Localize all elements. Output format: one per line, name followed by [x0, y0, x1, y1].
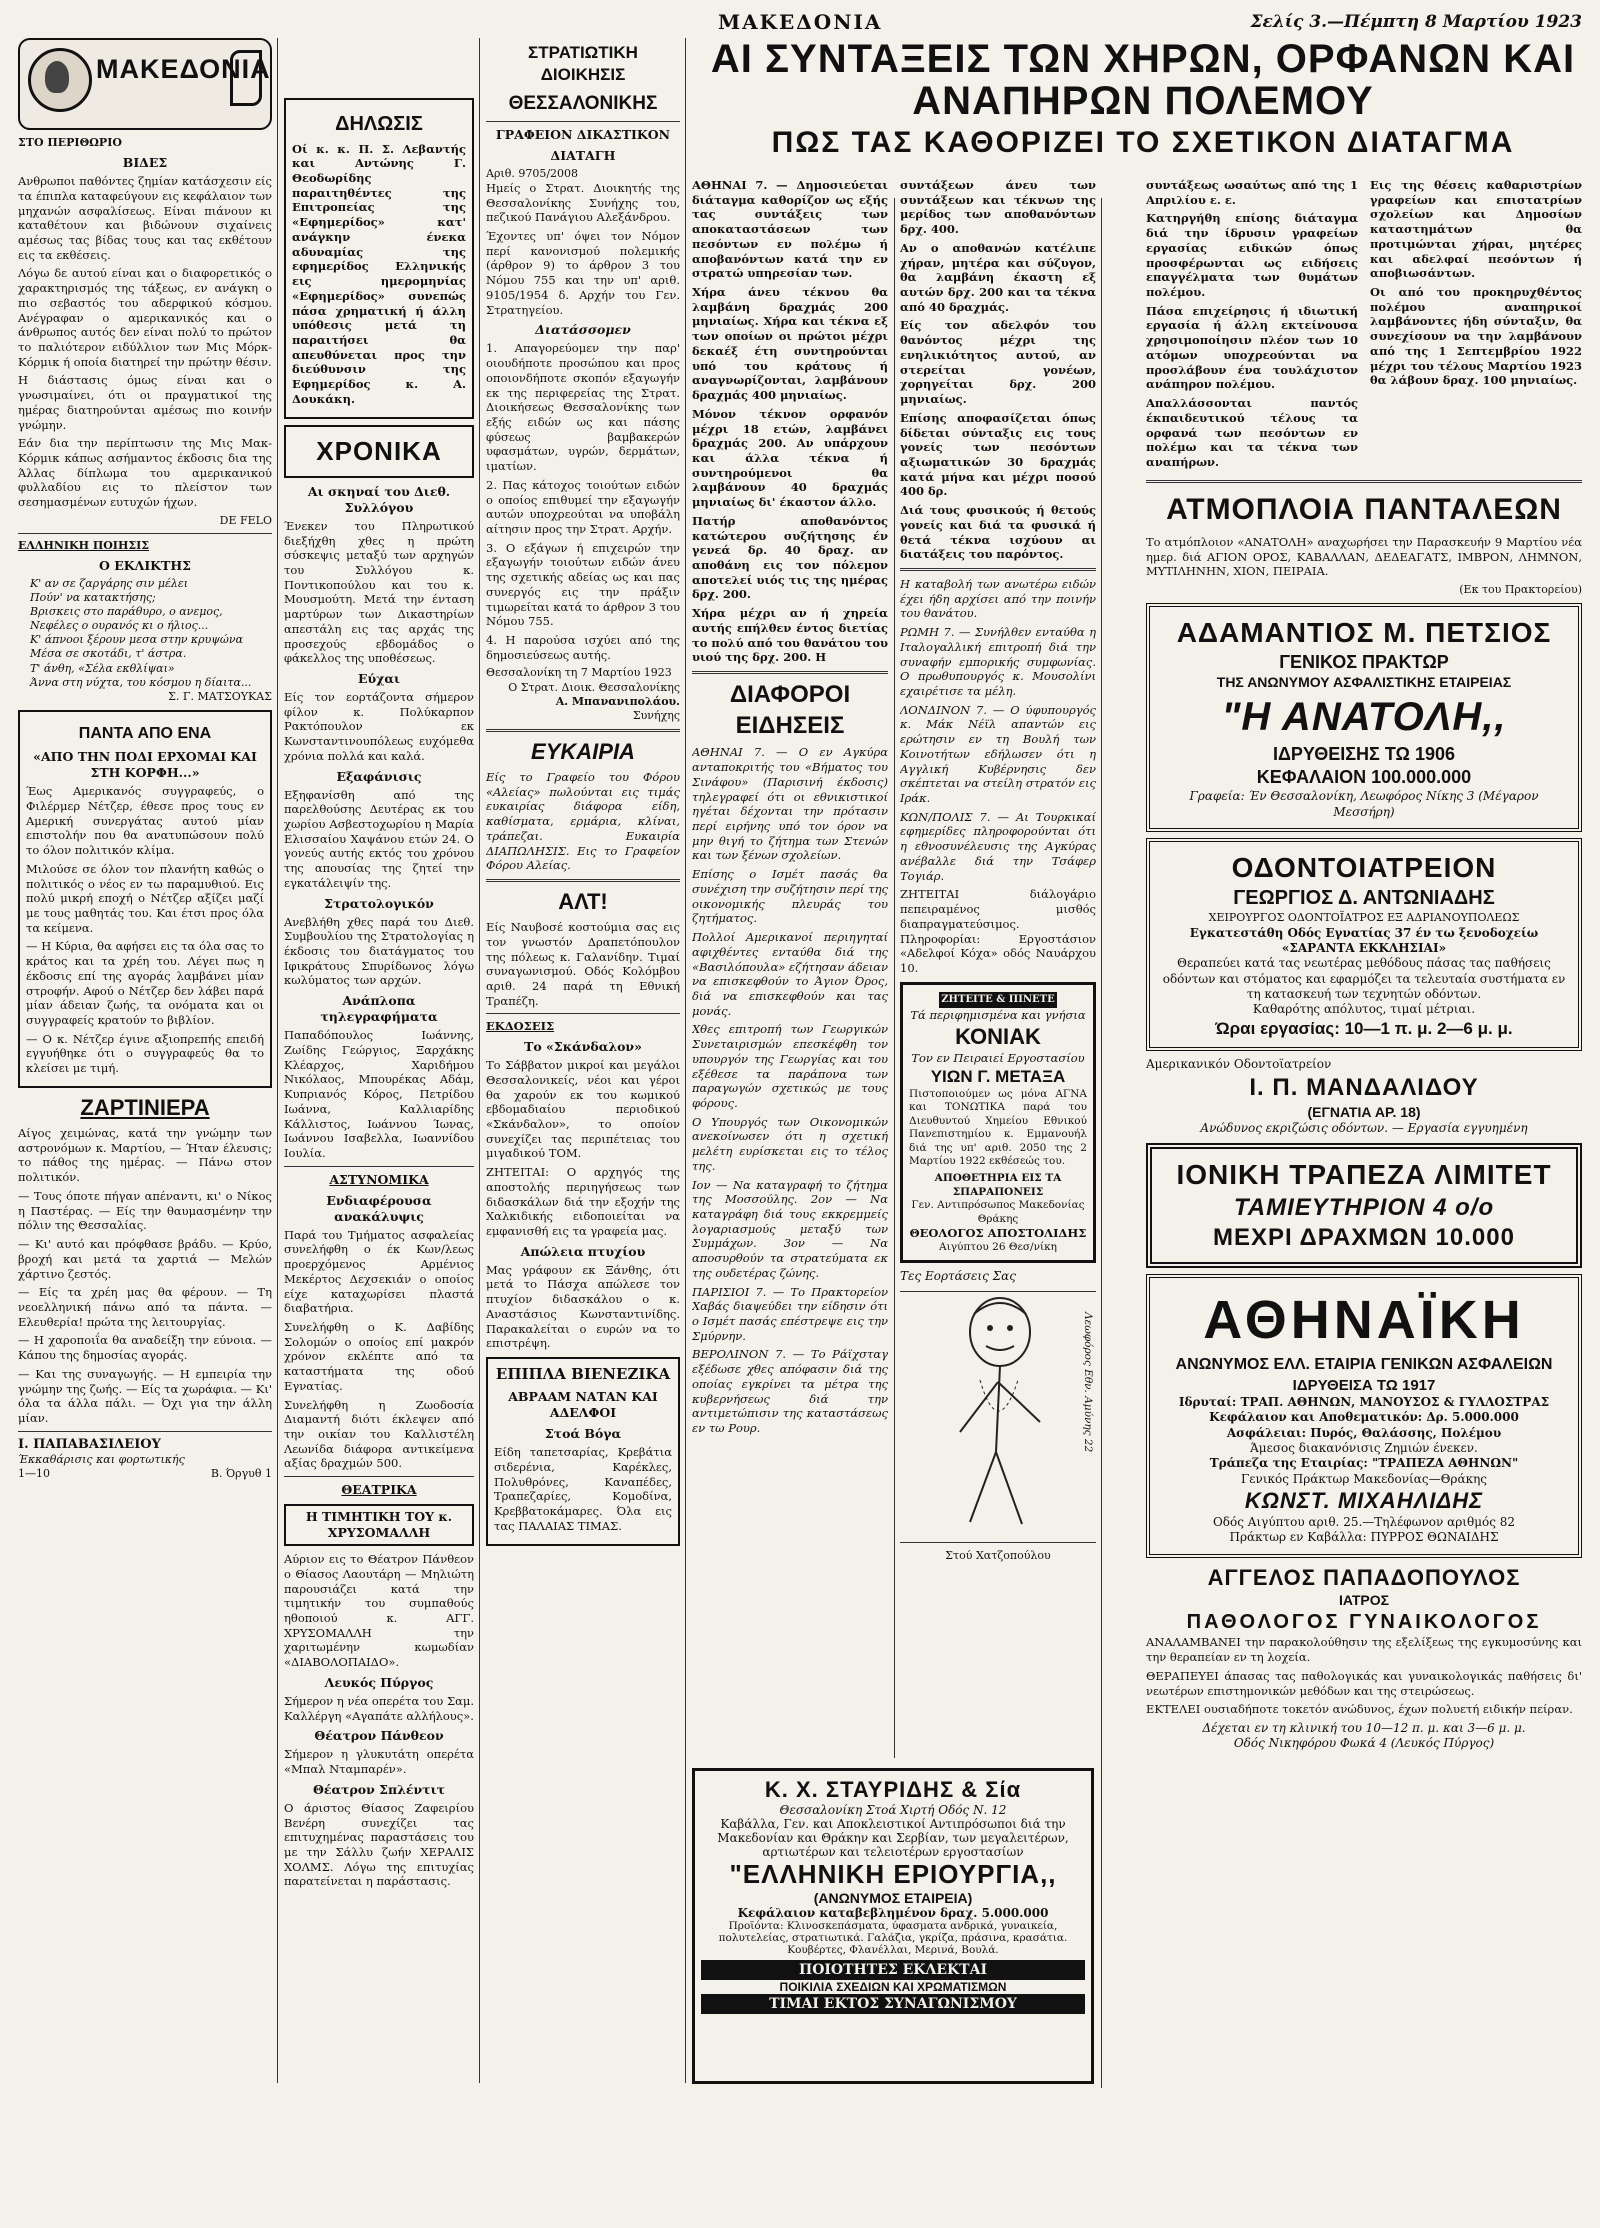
item-heading: Θέατρον Πάνθεον	[314, 1728, 444, 1744]
notice-text: Οί κ. κ. Π. Σ. Λεβαντής και Αντώνης Γ. Θεοδωρίδης παραιτηθέντες της Επιτροπείας της «Εφημερίδος» κατ' ανάγκην ένεκα αδυναμίας της εφημερίδος Ελληνικής εις ημερομηνίας «Εφημερίδος» συνεπώς πάσα χρηματική ή άλλη υπόθεσις μετά τη παραιτήσει θα απευθύνεται προς την διεύθυνσιν της Εφημερίδος κ. Α. Δουκάκη.	[292, 141, 466, 406]
article-paragraph: Χήρα άνευ τέκνου θα λαμβάνη δραχμάς 200 μηνιαίως. Χήρα και τέκνα εξ των οποίων οι πρώτοι μέχρι δεκαέξ έτη συντηρούνται υπό του κράτους ή αναγνωρίζονται, λαμβάνουν δραχμάς 400 μηνιαίως.	[692, 285, 888, 403]
poem-line: Τ' άνθη, «Σέλα εκθλίψαι»	[30, 661, 175, 675]
item-text: Παρά του Τμήματος ασφαλείας συνελήφθη ο έκ Κων/λεως προερχόμενος Αρμένιος Μεκέρτος Δεχσεκιάν ο οποίος είχε καταχωρίσει πλαστά διαβατήρια.	[284, 1227, 474, 1316]
ad-text: Καβάλλα, Γεν. και Αποκλειστικοί Αντιπρόσωποι διά την Μακεδονίαν και Θράκην και Σερβίαν, των μεγαλειτέρων, αρτιωτέρων και τελειοτέρων εργοστασίων	[717, 1817, 1069, 1859]
news-item: ΡΩΜΗ 7. — Συνήλθεν ενταύθα η Ιταλογαλλική επιτροπή διά την συναφήν εμπορικής συμφωνίας. Ο πρωθυπουργός κ. Μουσολίνι εχαιρέτισε τα μέλη.	[900, 625, 1096, 698]
divider	[692, 671, 888, 674]
notice-title: ΔΗΛΩΣΙΣ	[335, 113, 423, 135]
ad-line: Τά περιφημισμένα και γνήσια	[910, 1008, 1086, 1023]
scroll-ornament-icon	[230, 50, 262, 106]
ad-agent: ΘΕΟΛΟΓΟΣ ΑΠΟΣΤΟΛΙΔΗΣ	[909, 1226, 1087, 1241]
news-item: ΒΕΡΟΛΙΝΟΝ 7. — Το Ράϊχσταγ εξέδωσε χθες απόφασιν διά της οποίας εγκρίνει τα μέτρα της κυβερνήσεως διά την αντιμετώπισιν της καταστάσεως εν τω Ρουρ.	[692, 1347, 888, 1436]
column-3	[486, 38, 680, 2088]
feature-paragraph: — Η Κύρια, θα αφήσει εις τα όλα σας το κράτος και τα χρέη του. Λέγει πως η έκδοσις επί της αγοράς λαμβάνει μίαν στροφήν. Αφού ο Νέτζερ δεν λάβει παρά μίαν άδειαν ζωής, τα ονόματα και οι συγγραφείς κρατούν το βιβλίον.	[26, 939, 264, 1027]
masthead-title: ΜΑΚΕΔΟΝΙΑ	[96, 54, 271, 84]
feature-paragraph: — Ο κ. Νέτζερ έγινε αξιοπρεπής επειδή εγγυήθηκε ότι ο συγγραφεύς θα το κλείσει με τιμή.	[26, 1031, 264, 1076]
cartoon-side-text: Λεωφόρος Εθν. Αμύνης 22	[1082, 1311, 1094, 1452]
poem-line: Κ' αν σε ζαργάρης σιν μέλει	[30, 577, 189, 591]
notice-date: Θεσσαλονίκη τη 7 Μαρτίου 1923	[486, 666, 672, 680]
bank-offer: ΜΕΧΡΙ ΔΡΑΧΜΩΝ 10.000	[1213, 1224, 1515, 1252]
running-header	[18, 8, 1582, 34]
footer-subtitle: Έκκαθάρισις και φορτωτικής	[18, 1453, 185, 1467]
news-item: ΑΘΗΝΑΙ 7. — Ο εν Αγκύρα ανταποκριτής του «Βήματος του Σινάφου» (Παρισινή έκδοσις) τηλεγραφεί ότι οι εθνικιστικοί ηγέται δέχονται την πρότασιν περί ειρήνης υπό τον όρον να μην θιγή το ζήτημα των Στενών και των ξένων σχολείων.	[692, 745, 888, 863]
company-name: Κ. Χ. ΣΤΑΥΡΙΔΗΣ & Σία	[764, 1777, 1022, 1802]
article-paragraph: Οι από του προκηρυχθέντος πολέμου αναπηρικοί λαμβάνοντες ήδη σύνταξιν, θα συνεχίσουν να την λαμβάνουν από της 1 Σεπτεμβρίου 1922 μέχρι του τέλους Μαρτίου 1923 θα λάβουν δραχ. 100 μηνιαίως.	[1370, 285, 1582, 388]
item-text: Σήμερον η νέα οπερέτα του Σαμ. Καλλέργη «Αγαπάτε αλλήλους».	[284, 1693, 474, 1723]
ad-title: ΕΥΚΑΙΡΙΑ	[531, 738, 635, 764]
divider	[900, 568, 1096, 571]
insurance-ad	[1146, 603, 1582, 832]
article-paragraph: συντάξεως ωσαύτως από της 1 Απριλίου ε. ε.	[1146, 178, 1358, 207]
item-heading: Εύχαι	[357, 670, 401, 686]
notice-subhead: ΔΙΑΤΑΓΗ	[550, 147, 616, 163]
poem-line: Νεφέλες ο ουρανός κι ο ήλιος...	[30, 619, 209, 633]
agent-role: ΓΕΝΙΚΟΣ ΠΡΑΚΤΩΡ	[1279, 652, 1449, 673]
divider	[486, 1013, 680, 1014]
company-address: Θεσσαλονίκη Στοά Χιρτή Οδός Ν. 12	[779, 1803, 1007, 1817]
news-item: Ο Υπουργός των Οικονομικών ανεκοίνωσεν ότι η σχετική μελέτη ευρίσκεται εις το τέλος της.	[692, 1114, 888, 1173]
headline-line2: ΠΩΣ ΤΑΣ ΚΑΘΟΡΙΖΕΙ ΤΟ ΣΧΕΤΙΚΟΝ ΔΙΑΤΑΓΜΑ	[771, 126, 1515, 159]
item-text: Εξηφανίσθη από της παρελθούσης Δευτέρας εκ του χωρίου Ασβεστοχωρίου η Μαρία Ελισσαίου Χαψάνου ετών 24. Ο γονεύς αυτής εκτός του χρόνου της απουσίας της ζητεί την εγκατάλειψίν της.	[284, 787, 474, 890]
caricature-figure-icon	[900, 1292, 1096, 1542]
footer-name: Ι. ΠΑΠΑΒΑΣΙΛΕΙΟΥ	[18, 1436, 161, 1452]
poem-line: Άννα στη νύχτα, του κόσμου η δίαιτα...	[30, 675, 252, 689]
item-heading: Αι σκηναί του Διεθ. Συλλόγου	[307, 483, 451, 515]
divider	[284, 1166, 474, 1167]
news-item: ΚΩΝ/ΠΟΛΙΣ 7. — Αι Τουρκικαί εφημερίδες πληροφορούνται ότι η εθνοσυνέλευσις της Αγκύρας ανέβαλλε διά την Τσάφερ Τογιάρ.	[900, 809, 1096, 883]
item-heading: Το «Σκάνδαλον»	[524, 1039, 642, 1055]
cartoon	[900, 1291, 1096, 1543]
ad-line: Άμεσος διακανόνισις Ζημιών ένεκεν.	[1250, 1440, 1478, 1455]
lead-headline	[704, 38, 1582, 160]
news-item: Χθες επιτροπή των Γεωργικών Συνεταιρισμών επεσκέφθη τον υπουργόν της Γεωργίας και του εξέθεσε τα παράπονα των παραγωγών σχετικώς με τους φόρους.	[692, 1022, 888, 1110]
divider	[486, 121, 680, 122]
section-title: ΘΕΑΤΡΙΚΑ	[341, 1482, 417, 1498]
cartoon-caption: Τες Εορτάσεις Σας	[900, 1269, 1016, 1284]
issue-date: Σελίς 3.—Πέμπτη 8 Μαρτίου 1923	[1250, 12, 1582, 32]
ad-line: Τράπεζα της Εταιρίας: "ΤΡΑΠΕΖΑ ΑΘΗΝΩΝ"	[1209, 1456, 1519, 1471]
notice-text: Έχοντες υπ' όψει τον Νόμον περί κανονισμού πολεμικής (άρθρον 9) το άρθρον 3 του Νόμου 755 και την υπ' αριθ. 9105/1954 δ. Αρχήν του Γεν. Στρατηγείου.	[486, 229, 680, 317]
article-paragraph: Αν ο αποθανών κατέλιπε χήραν, μητέρα και σύζυγον, θα λαμβάνη έκαστη εξ αυτών δρχ. 200 και τα τέκνα από 40 δραχμάς.	[900, 240, 1096, 314]
ad-line: Γεν. Αντιπρόσωπος Μακεδονίας Θράκης	[911, 1199, 1085, 1225]
dentist-address: (ΕΓΝΑΤΙΑ ΑΡ. 18)	[1307, 1103, 1421, 1120]
doctor-text: ΘΕΡΑΠΕΥΕΙ άπασας τας παθολογικάς και γυναικολογικάς παθήσεις δι' νεωτέρων επιστημονικών μεθόδων και της στειρώσεως.	[1146, 1668, 1582, 1698]
dentist-text: Καθαρότης απόλυτος, τιμαί μέτριαι.	[1252, 1002, 1476, 1017]
article-paragraph: Ανθρωποι παθόντες ζημίαν κατάσχεσιν είς τα έπιπλα καταφεύγουν εις κεφάλαιον των μηχανών ασφαλίσεως. Είναι πιάνουν κι καταθέτουν και βιδώνουν σιχαίνεις αμέσως τας βίδας τους και τας εκθέτουν εις τα εκθέσεις.	[18, 174, 272, 262]
poem-line: Μέσα σε σκοτάδι, τ' άστρα.	[30, 647, 187, 661]
ad-text: Είδη ταπετσαρίας, Κρεβάτια σιδερένια, Καρέκλες, Πολυθρόνες, Καναπέδες, Τραπεζαρίες, Κομοδίνα, Κρεββατοκάμαρες. Όλα εις τας ΠΑΛΑΙΑΣ ΤΙΜΑΣ.	[494, 1445, 672, 1533]
ad-line: Ανώδυνος εκριζώσις οδόντων. — Εργασία εγγυημένη	[1200, 1121, 1528, 1136]
poem-signature: Σ. Γ. ΜΑΤΣΟΥΚΑΣ	[168, 689, 272, 703]
company-founded: ΙΔΡΥΘΕΙΣΑ ΤΩ 1917	[1292, 1376, 1436, 1394]
notice-text: Ημείς ο Στρατ. Διοικητής της Θεσσαλονίκης Συνήχης του, πεζικού Πανάγιου Αλεξάνδρου.	[486, 180, 680, 225]
article-paragraph: Χήρα μέχρι αν ή χηρεία αυτής επήλθεν έντος διετίας το πολύ από του θανάτου του υιού της δρχ. 200. Η	[692, 606, 888, 665]
article-signature: DE FELO	[219, 513, 272, 527]
column-paragraph: — Η χαροποιΐα θα αναδείξη την εύνοια. — Κάπου της δημοσίας αγοράς.	[18, 1333, 272, 1363]
ad-line: Γενικός Πράκτωρ Μακεδονίας—Θράκης	[1240, 1471, 1487, 1486]
column-rule	[894, 198, 895, 1758]
notice-text: 3. Ο εξάγων ή επιχειρών την εξαγωγήν τοιούτων ειδών άνευ της σχετικής αδείας ως και πας συνεργός εις την πράξιν τιμωρείται κατά το άρθρον 3 του Νόμου 755.	[486, 540, 680, 629]
agent-name: ΑΔΑΜΑΝΤΙΟΣ Μ. ΠΕΤΣΙΟΣ	[1176, 617, 1552, 649]
section-title: ΕΚΔΟΣΕΙΣ	[486, 1019, 555, 1034]
feature-subtitle: «ΑΠΟ ΤΗΝ ΠΟΔΙ ΕΡΧΟΜΑΙ ΚΑΙ ΣΤΗ ΚΟΡΦΗ...»	[33, 749, 257, 781]
pension-col-b	[1370, 178, 1582, 474]
section-title: ΔΙΑΦΟΡΟΙ ΕΙΔΗΣΕΙΣ	[729, 681, 851, 739]
emblem-icon	[28, 48, 92, 112]
column-paragraph: Αίγος χειμώνας, κατά την γνώμην των αστρονόμων κ. Μαρτίου, — Ήταν έλευσις; το πάθος της ημέρας. — Πάνω στον πολιτικόν.	[18, 1126, 272, 1185]
metaxa-ad	[900, 982, 1096, 1264]
ad-text: Είς το Γραφείο του Φόρου «Αλείας» πωλούνται εις τιμάς ευκαιρίας διάφορα είδη, καθίσματα, ερμάρια, κλίναι, τράπεζαι. Ευκαιρία ΔΙΑΠΩΛΗΣΙΣ. Εις το Γραφείον Φόρου Αλείας.	[486, 769, 680, 873]
bank-offer: ΤΑΜΙΕΥΤΗΡΙΟΝ 4 ο/ο	[1233, 1193, 1495, 1221]
column-paragraph: — Είς τα χρέη μας θα φέρουν. — Τη νεοελληνική πάνω από τα πάντα. — Ελευθερία! πρώτα της λειτουργίας.	[18, 1285, 272, 1329]
divider	[284, 1476, 474, 1477]
column-4	[692, 178, 888, 1758]
masthead	[18, 38, 272, 130]
ad-product: ΚΟΝΙΑΚ	[955, 1024, 1041, 1050]
ad-title: ΟΔΟΝΤΟΙΑΤΡΕΙΟΝ	[1231, 852, 1497, 884]
doctor-name: ΑΓΓΕΛΟΣ ΠΑΠΑΔΟΠΟΥΛΟΣ	[1207, 1564, 1521, 1590]
poem-line: Βρισκεις στο παράθυρο, ο ανεμος,	[30, 605, 223, 619]
ad-brand: ΥΙΩΝ Γ. ΜΕΤΑΞΑ	[930, 1067, 1066, 1087]
ad-footer: ΠΟΙΟΤΗΤΕΣ ΕΚΛΕΚΤΑΙ	[701, 1960, 1085, 1980]
company-capital: ΚΕΦΑΛΑΙΟΝ 100.000.000	[1256, 767, 1472, 788]
column-5	[900, 178, 1096, 1758]
company-name: ΑΘΗΝΑΪΚΗ	[1203, 1290, 1525, 1351]
article-paragraph: Λόγω δε αυτού είναι και ο διαφορετικός ο χαρακτηρισμός της τάξεως, εν ανάγκη ο πιο σεβαστός του αδερφικού κόσμου. Ανέγραφαν ο αμερικανικός και ο άνθρωπος αυτός δεν είναι πολύ το πρώτον το παλιότερον ειδύλλιον των Μις Μόρκ-Κόρμικ ή οποία διατηρεί την πρώτην θέσιν.	[18, 266, 272, 369]
dentist-ad	[1146, 838, 1582, 1051]
company-name: "Η ΑΝΑΤΟΛΗ,,	[1221, 695, 1507, 740]
article-paragraph: Απαλλάσσονται παντός έκπαιδευτικού τέλους τα ορφανά των πεσόντων εν πολέμω και τα τέκνα των αναπήρων.	[1146, 396, 1358, 469]
item-heading: Θέατρον Σπλέντιτ	[312, 1781, 446, 1797]
item-heading: Στρατολογικόν	[324, 895, 434, 911]
item-heading: Ενδιαφέρουσα ανακάλυψις	[326, 1192, 432, 1224]
article-paragraph: Εάν δια την περίπτωσιν της Μις Μακ-Κόρμικ κάπως ασήμαντος έκδοσις δια της Άλλας δίπλωμα του αμερικανικού φυλλαδίου εις το πλείστον των σεσημασμένων ευτυχών ήχων.	[18, 436, 272, 510]
column-rule	[1101, 198, 1102, 2088]
ad-address: Αιγύπτου 26 Θεσ/νίκη	[939, 1240, 1057, 1253]
notice-box	[284, 98, 474, 419]
item-text: Ένεκεν του Πληρωτικού διεξήχθη χθες η πρώτη σύσκεψις μεταξύ των αρχηγών του Συλλόγου κ. Ποντικοπούλου και του κ. Μουσμούτη. Μετά την ένταση μαρτύρων των Δικαστηρίων απεστάλη εις τας αρχάς της προσεχούς εβδομάδος ο φάκελλος της υποθέσεως.	[284, 518, 474, 666]
ad-line: ΑΠΟΘΕΤΗΡΙΑ ΕΙΣ ΤΑ ΣΠΑΡΑΠΟΝΕΙΣ	[934, 1172, 1062, 1198]
notice-head: ΘΕΣΣΑΛΟΝΙΚΗΣ	[508, 92, 658, 114]
item-text: Συνελήφθη ο Κ. Δαβίδης Σολομών ο οποίος επί μακρόν χρόνον εκλέπτε από τα καταστήματα της οδού Εγνατίας.	[284, 1319, 474, 1393]
doctor-role: ΙΑΤΡΟΣ	[1338, 1591, 1390, 1608]
section-label: ΣΤΟ ΠΕΡΙΘΩΡΙΟ	[18, 136, 122, 149]
article-paragraph: Είς τον αδελφόν του θανόντος μέχρι της ενηλικιότητος αυτού, αν στερείται γονέων, χορηγείται δρχ. 200 μηνιαίως.	[900, 318, 1096, 407]
dentist-name: ΓΕΩΡΓΙΟΣ Δ. ΑΝΤΩΝΙΑΔΗΣ	[1233, 886, 1495, 909]
dentist-text: Θεραπεύει κατά τας νεωτέρας μεθόδους πάσας τας παθήσεις οδόντων και στόματος και εφαρμόζει τα τελευταία συστήματα εν τη κατασκευή των τεχνητών οδόντων.	[1162, 956, 1566, 1001]
notice-text: 2. Πας κάτοχος τοιούτων ειδών ο οποίος επιθυμεί την εξαγωγήν αυτών υποχρεούται να υποβάλη αίτησιν προς την Στρατ. Αρχήν.	[486, 477, 680, 536]
ad-subtitle: Στοά Βόγα	[544, 1426, 622, 1442]
column-rule	[479, 38, 480, 2083]
divider	[18, 533, 272, 534]
ad-footer: ΠΟΙΚΙΛΙΑ ΣΧΕΔΙΩΝ ΚΑΙ ΧΡΩΜΑΤΙΣΜΩΝ	[779, 1980, 1007, 1994]
ad-line: Ασφάλειαι: Πυρός, Θαλάσσης, Πολέμου	[1226, 1425, 1502, 1440]
article-paragraph: Κατηργήθη επίσης διάταγμα διά την ίδρυσιν γραφείων εργασίας ειδικών όπως προσφέρωνται ως ειδήσεις επαγγέλματα των θυμάτων πολέμου.	[1146, 211, 1358, 300]
notice-signature: Συνήχης	[632, 708, 680, 722]
notice-subhead: Διατάσσομεν	[535, 322, 631, 338]
ad-title: ΑΛΤ!	[558, 888, 608, 914]
news-item: ΛΟΝΔΙΝΟΝ 7. — Ο ύφυπουργός κ. Μάκ Νέϊλ απαντών εις ερώτησιν εν τη Βουλή των Κοινοτήτων εδήλωσεν ότι η Αγγλική Κυβέρνησις δεν σκέπτεται να στείλη στρατόν εις Ιράκ.	[900, 702, 1096, 806]
company-founded: ΙΔΡΥΘΕΙΣΗΣ ΤΩ 1906	[1272, 744, 1456, 765]
section-title: ΧΡΟΝΙΚΑ	[316, 435, 442, 466]
column-2	[284, 38, 474, 2088]
item-heading: Εξαφάνισις	[336, 768, 422, 784]
dentist-role: ΧΕΙΡΟΥΡΓΟΣ ΟΔΟΝΤΟΪΑΤΡΟΣ ΕΞ ΑΔΡΙΑΝΟΥΠΟΛΕΩΣ	[1208, 911, 1520, 925]
agent-name: ΚΩΝΣΤ. ΜΙΧΑΗΛΙΔΗΣ	[1244, 1487, 1484, 1513]
pension-col-a	[1146, 178, 1358, 474]
article-paragraph: Διά τους φυσικούς ή θετούς γονείς και διά τα φυσικά ή θετά τέκνα ισχύουν αι διατάξεις του παρόντος.	[900, 503, 1096, 562]
footer-number: 1—10	[18, 1467, 50, 1481]
brand-sub: (ΑΝΩΝΥΜΟΣ ΕΤΑΙΡΕΙΑ)	[813, 1890, 973, 1906]
notice-head: ΣΤΡΑΤΙΩΤΙΚΗ ΔΙΟΙΚΗΣΙΣ	[528, 43, 638, 84]
doctor-text: ΕΚΤΕΛΕΙ ουσιαδήποτε τοκετόν ανώδυνος, έχων πολυετή ειδικήν πείραν.	[1146, 1702, 1573, 1717]
item-text: Αύριον εις το Θέατρον Πάνθεον ο Θίασος Λαουτάρη — Μηλιώτη παρουσιάζει κατά την τιμητικήν του συμπαθούς ηθοποιού κ. ΑΓΓ. ΧΡΥΣΟΜΑΛΛΗ την χαριτωμένην κωμωδίαν «ΔΙΑΒΟΛΟΠΑΙΔΟ».	[284, 1552, 474, 1670]
article-paragraph: Η διάστασις όμως είναι και ο γνωσιμαίνει, ότι οι πραγματικοί της ημέρας διατηρούνται αμέσως πιο κοινήν γνώμην.	[18, 373, 272, 432]
ad-text: Είς Ναυβοσέ κοστούμια σας εις τον γνωστόν Δραπετόπουλον της πόλεως κ. Γαλανίδην. Τιμαί συναγωνισμού. Οδός Κολόμβου αριθ. 24 παρά τη Εθνική Τραπέζη.	[486, 920, 680, 1008]
article-title: ΒΙΔΕΣ	[122, 155, 168, 171]
item-text: Μας γράφουν εκ Ξάνθης, ότι μετά το Πάσχα απώλεσε τον πτυχίον διδασκάλου ο κ. Αναστάσιος Κωνσταντινίδης. Παρακαλείται ο ευρών να το επιστρέψη.	[486, 1262, 680, 1351]
ad-line: Οδός Αιγύπτου αριθ. 25.—Τηλέφωνον αριθμός 82	[1212, 1515, 1516, 1530]
classified-ad: ΖΗΤΕΙΤΑΙ διάλογάριο πεπειραμένος μισθός διαπραγματεύσιμος. Πληροφορίαι: Εργοστάσιον «Αδελφοί Κόχα» οδός Ναυάρχου 10.	[900, 887, 1096, 975]
item-text: Είς τον εορτάζοντα σήμερον φίλον κ. Πολύκαρπον Ρακτόπουλον εκ Κωνσταντινουπόλεως ευχόμεθα χρόνια πολλά και καλά.	[284, 689, 474, 763]
notice-text: 4. Η παρούσα ισχύει από της δημοσιεύσεως αυτής.	[486, 633, 680, 662]
ad-text: Πιστοποιούμεν ως μόνα ΑΓΝΑ και ΤΟΝΩΤΙΚΑ παρά του Διευθυντού Χημείου Εθνικού Πανεπιστημίου κ. Εμμανουήλ διά της υπ' αριθ. 2050 της 2 Μαρτίου 1922 εκθέσεώς του.	[909, 1087, 1087, 1167]
article-paragraph: συντάξεων άνευ των συντάξεων και τέκνων της μερίδος των αποθανόντων δρχ. 400.	[900, 178, 1096, 237]
doctor-text: ΑΝΑΛΑΜΒΑΝΕΙ την παρακολούθησιν της εξελίξεως της εγκυμοσύνης και την θεραπείαν εν τη λοχεία.	[1146, 1635, 1582, 1665]
divider	[18, 1431, 272, 1432]
poem-line: Κ' άπνοοι ξέρουν μεσα στην κρυψώνα	[30, 633, 243, 647]
article-paragraph: Πάσα επιχείρησις ή ιδιωτική εργασία ή άλλη εκτείνουσα χρησιμοποίησιν πλέον των 10 ατόμων υποχρεούνται να προσλάβουν ένα τουλάχιστον ανάπηρον πολέμου.	[1146, 303, 1358, 392]
news-item: ΠΑΡΙΣΙΟΙ 7. — Το Πρακτορείον Χαβάς διαψεύδει την είδησιν ότι ο Ισμέτ πασάς επέστρεψε εις την Σμύρνην.	[692, 1284, 888, 1343]
doctor-specialty: ΠΑΘΟΛΟΓΟΣ ΓΥΝΑΙΚΟΛΟΓΟΣ	[1186, 1610, 1542, 1633]
article-paragraph: Επίσης αποφασίζεται όπως δίδεται σύνταξις εις τους γονείς των πεσόντων αξιωματικών 30 δραχμάς κατά μήνα και μέχρι ποσού 400 δρ.	[900, 410, 1096, 499]
column-rule	[277, 38, 278, 2083]
ad-line: Κεφάλαιον και Αποθεματικόν: Δρ. 5.000.000	[1209, 1410, 1519, 1425]
section-header-box	[284, 425, 474, 478]
column-paragraph: — Τους όποτε πήγαν απέναντι, κι' ο Νίκος η Παστέρας. — Είς την θαυμασμένην την πόλιν της Θεσσαλίας.	[18, 1188, 272, 1233]
divider	[1146, 480, 1582, 483]
theatre-heading: Η ΤΙΜΗΤΙΚΗ ΤΟΥ κ. ΧΡΥΣΟΜΑΛΛΗ	[305, 1509, 453, 1541]
news-item: Επίσης ο Ισμέτ πασάς θα συνέχιση την συζήτησιν περί της οικονομικής πλευράς του ζητήματος.	[692, 867, 888, 926]
footer-row	[18, 1467, 272, 1481]
notice-signature: Α. Μπανανιπολάου.	[555, 694, 680, 708]
feature-title: ΠΑΝΤΑ ΑΠΟ ΕΝΑ	[78, 724, 212, 742]
feature-box	[18, 710, 272, 1088]
dentist-name: Ι. Π. ΜΑΝΔΑΛΙΔΟΥ	[1249, 1073, 1479, 1101]
bank-name: ΙΟΝΙΚΗ ΤΡΑΠΕΖΑ ΛΙΜΙΤΕΤ	[1176, 1158, 1552, 1190]
news-item: Πολλοί Αμερικανοί περιηγηταί αφιχθέντες ενταύθα διά της «Βασιλόπουλα» εζήτησαν άδειαν να επισκεφθούν το Άγιον Όρος, διά να επισκεφθούν και τας μονάς.	[692, 930, 888, 1018]
ad-title: ΑΤΜΟΠΛΟΙΑ ΠΑΝΤΑΛΕΩΝ	[1166, 492, 1562, 526]
agent-company-label: ΤΗΣ ΑΝΩΝΥΜΟΥ ΑΣΦΑΛΙΣΤΙΚΗΣ ΕΤΑΙΡΕΙΑΣ	[1216, 674, 1512, 691]
ad-subtitle: ΑΒΡΑΑΜ ΝΑΤΑΝ ΚΑΙ ΑΔΕΛΦΟΙ	[508, 1389, 658, 1421]
bank-ad	[1146, 1143, 1582, 1268]
ad-line: Αμερικανικόν Οδοντοϊατρείον	[1146, 1057, 1332, 1072]
doctor-address: Οδός Νικηφόρου Φωκά 4 (Λευκός Πύργος)	[1233, 1736, 1495, 1751]
company-address: Γραφεία: Έν Θεσσαλονίκη, Λεωφόρος Νίκης 3 (Μέγαρον Μεσσήρη)	[1189, 789, 1539, 819]
article-paragraph: Εις της θέσεις καθαριστρίων γραφείων και επιστατρίων σχολείων και Δημοσίων καταστημάτων θα προτιμώνται χήραι, μητέρες και αδελφαί πεσόντων ή αποβιωσάντων.	[1370, 178, 1582, 281]
feature-paragraph: Μιλούσε σε όλον τον πλανήτη καθώς ο πολιτικός ο νέος εν τω παραμυθιού. Εις πολύ μικρή εποχή ο Νέτζερ αξίζει μαζί με τους μαθητάς του. Και έτσι προς όλα τα κείμενα.	[26, 861, 264, 935]
poem-line: Πούν' να κατακτήσης;	[30, 591, 156, 605]
notice-signature: Ο Στρατ. Διοικ. Θεσσαλονίκης	[508, 680, 680, 694]
column-title: ΖΑΡΤΙΝΙΕΡΑ	[80, 1094, 210, 1120]
notice-ref: Αριθ. 9705/2008	[486, 166, 579, 180]
ad-title: ΕΠΙΠΛΑ ΒΙΕΝΕΖΙΚΑ	[495, 1365, 671, 1384]
divider	[486, 879, 680, 882]
insurance-ad-athinaiki	[1146, 1274, 1582, 1558]
footer-address: Β. Όργυθ 1	[210, 1467, 272, 1481]
item-text: Ανεβλήθη χθες παρά του Διεθ. Συμβουλίου της Στρατολογίας η έκδοσις του διατάγματος του Ιφικράτους Σπυρίδωνος λόγω κωλύματος των αρχών.	[284, 914, 474, 988]
item-text: Ο άριστος Θίασος Ζαφειρίου Βενέρη συνεχίζει τας επιτυχημένας παραστάσεις του με την Σάλλυ ζωήν ΧΕΡΑΛΙΣ ΧΟΛΜΣ. Λόγω της επιτυχίας παρατείνεται η παράστασις.	[284, 1800, 474, 1889]
news-item: Ιον — Να καταγραφή το ζήτημα της Μοσσούλης. 2ον — Να καταγράφη διά τους εκκρεμμείς λογαριασμούς μεταξύ των Συμμάχων. 3ον — Να αποσυρθούν τα στρατεύματα εκ της ουδετέρας ζώνης.	[692, 1177, 888, 1280]
brand-capital: Κεφάλαιον καταβεβλημένον δραχ. 5.000.000	[737, 1906, 1049, 1920]
item-text: Συνελήφθη η Ζωοδοσία Διαμαντή διότι έκλεψεν από την οικίαν του Καλλιστέλη Λεωνίδα διάφορα αντικείμενα αξίας δραχμών 500.	[284, 1397, 474, 1471]
feature-paragraph: Έως Αμερικανός συγγραφεύς, ο Φιλέρμερ Νέτζερ, έθεσε προς τους εν Αμερική συνεργάτας αυτού μίαν επιστολήν που θα ανατυπώσουν πολύ το όλον πολιτικόν κλίμα.	[26, 784, 264, 858]
brand-products: Προϊόντα: Κλινοσκεπάσματα, ύφασματα ανδρικά, γυναικεία, πολυτελείας, στρατιωτικά. Γαλάζια, γκρίζα, πράσινα, κρασάτια. Κουβέρτες, Φλανέλλαι, Μερινά, Βουλά.	[718, 1920, 1068, 1956]
dentist-address: Εγκατεστάθη Οδός Εγνατίας 37 έν τω ξενοδοχείω «ΣΑΡΑΝΤΑ ΕΚΚΛΗΣΙΑΙ»	[1189, 925, 1539, 955]
section-title: ΑΣΤΥΝΟΜΙΚΑ	[329, 1171, 429, 1187]
doctor-hours: Δέχεται εν τη κλινική του 10—12 π. μ. και 3—6 μ. μ.	[1202, 1721, 1526, 1736]
column-rule	[685, 38, 686, 2083]
news-item: Η καταβολή των ανωτέρω ειδών έχει ήδη αρχίσει από την ποινήν του θανάτου.	[900, 576, 1096, 621]
column-right	[1146, 178, 1582, 2228]
column-paragraph: — Και της συναγωγής. — Η εμπειρία την γνώμην της ζωής. — Είς τα χωράφια. — Κι' όλα τα άλλα πάλι. — Όχι για την άλλη μίαν.	[18, 1366, 272, 1425]
item-heading: Ανάπλοπα τηλεγραφήματα	[320, 993, 438, 1025]
ad-line: Ιδρυταί: ΤΡΑΠ. ΑΘΗΝΩΝ, ΜΑΝΟΥΣΟΣ & ΓΥΛΛΟΣΤΡΑΣ	[1178, 1394, 1550, 1409]
wool-industry-ad	[692, 1768, 1094, 2084]
article-paragraph: Μόνον τέκνον ορφανόν μέχρι 18 ετών, λαμβάνει δραχμάς 200. Αν υπάρχουν και άλλα τέκνα ή συντηρούμενοι θα λαμβάνουν 40 δραχμάς μηνιαίως δι' έκαστον άλλο.	[692, 406, 888, 510]
item-heading: Λευκός Πύργος	[324, 1674, 434, 1690]
notice-text: 1. Απαγορεύομεν την παρ' οιουδήποτε προσώπου και προς οποιονδήποτε σκοπόν εξαγωγήν εκ της περιφερείας της Στρατ. Διοικήσεως Θεσσαλονίκης των εξής ειδών ως και πάσης φύσεως βαμβακερών υφασμάτων, υγρών, δερμάτων, ιματίων.	[486, 341, 680, 474]
brand-name: "ΕΛΛΗΝΙΚΗ ΕΡΙΟΥΡΓΙΑ,,	[729, 1859, 1057, 1889]
ad-line: Πράκτωρ εν Καβάλλα: ΠΥΡΡΟΣ ΘΩΝΑΙΔΗΣ	[1229, 1530, 1499, 1545]
dentist-hours: Ώραι εργασίας: 10—1 π. μ. 2—6 μ. μ.	[1215, 1018, 1513, 1038]
ad-signature: (Εκ του Πρακτορείου)	[1459, 583, 1582, 597]
ad-badge: ΖΗΤΕΙΤΕ & ΠΙΝΕΤΕ	[939, 992, 1057, 1009]
ad-footer: ΤΙΜΑΙ ΕΚΤΟΣ ΣΥΝΑΓΩΝΙΣΜΟΥ	[701, 1994, 1085, 2014]
ad-line: Τον εν Πειραιεί Εργοστασίου	[911, 1051, 1085, 1066]
notice-subhead: ΓΡΑΦΕΙΟΝ ΔΙΚΑΣΤΙΚΟΝ	[495, 126, 671, 142]
column-1	[18, 38, 272, 2088]
headline-line1: ΑΙ ΣΥΝΤΑΞΕΙΣ ΤΩΝ ΧΗΡΩΝ, ΟΡΦΑΝΩΝ ΚΑΙ ΑΝΑΠΗΡΩΝ ΠΟΛΕΜΟΥ	[710, 37, 1576, 123]
item-text: Παπαδόπουλος Ιωάννης, Ζωίδης Γεώργιος, Ξαρχάκης Κλέαρχος, Χαριδήμου Νικόλαος, Μπουρέκας Αδάμ, Κυπριανός Κόρος, Πετρίδου Ιωάννα, Καλλιαρίδης Κάλλιστος, Ιωάννου Ίωνας, Ιωάννου Ισαβελλα, Ιωαννίδου Ιουλία.	[284, 1028, 474, 1160]
cartoon-signature: Στού Χατζοπούλου	[945, 1548, 1051, 1562]
theatre-box	[284, 1504, 474, 1546]
item-heading: Απώλεια πτυχίου	[520, 1243, 646, 1259]
ad-text: Το ατμόπλοιον «ΑΝΑΤΟΛΗ» αναχωρήσει την Παρασκευήν 9 Μαρτίου νέα ημερ. διά ΑΓΙΟΝ ΟΡΟΣ, ΚΑΒΑΛΛΑΝ, ΔΕΔΕΑΓΑΤΣ, ΙΜΒΡΟΝ, ΛΗΜΝΟΝ, ΜΥΤΙΛΗΝΗΝ, ΧΙΟΝ, ΠΕΙΡΑΙΑ.	[1146, 535, 1582, 579]
divider	[486, 729, 680, 732]
item-text: Το Σάββατον μικροί και μεγάλοι Θεσσαλονικείς, νέοι και γέροι θα χαρούν εκ του κωμικού εβδομαδιαίου περιοδικού «Σκάνδαλον», το οποίον συνεχίζει τας περιπέτειας του μιγαδικού ΤΟΜ.	[486, 1058, 680, 1161]
company-type: ΑΝΩΝΥΜΟΣ ΕΛΛ. ΕΤΑΙΡΙΑ ΓΕΝΙΚΩΝ ΑΣΦΑΛΕΙΩΝ	[1175, 1356, 1553, 1374]
item-text: ΖΗΤΕΙΤΑΙ: Ο αρχηγός της αποστολής περιηγήσεως των διδασκάλων διά την εξοχήν της Χαλκιδικής ειδοποιείται να εμφανισθή εις τα γραφεία μας.	[486, 1165, 680, 1239]
running-title: ΜΑΚΕΔΟΝΙΑ	[718, 10, 883, 34]
item-text: Σήμερον η γλυκυτάτη οπερέτα «Μπαλ Νταμπαρέν».	[284, 1747, 474, 1777]
article-paragraph: ΑΘΗΝΑΙ 7. — Δημοσιεύεται διάταγμα καθορίζον ως εξής τας συντάξεις των αποκαταστάσεων των πεσόντων εν πολέμω ή αποβανόντων κατά την εν στρατώ υπηρεσίαν των.	[692, 178, 888, 281]
column-paragraph: — Κι' αυτό και πρόφθασε βράδυ. — Κρύο, βροχή και μετά τα χαρτιά — Μελών χάρτινο ζεστός.	[18, 1237, 272, 1281]
pension-continued	[1146, 178, 1582, 474]
poem-title: Ο ΕΚΛΙΚΤΗΣ	[99, 558, 191, 574]
furniture-ad	[486, 1357, 680, 1546]
article-paragraph: Πατήρ αποθανόντος κατώτερου συζήτησης έν γενεά δρ. 40 δραχ. αν αποθάνη εις τον πόλεμον αποτελεί υιός τις της ημέρας δρχ. 200.	[692, 513, 888, 602]
section-label: ΕΛΛΗΝΙΚΗ ΠΟΙΗΣΙΣ	[18, 538, 150, 552]
newspaper-page	[18, 8, 1582, 2088]
